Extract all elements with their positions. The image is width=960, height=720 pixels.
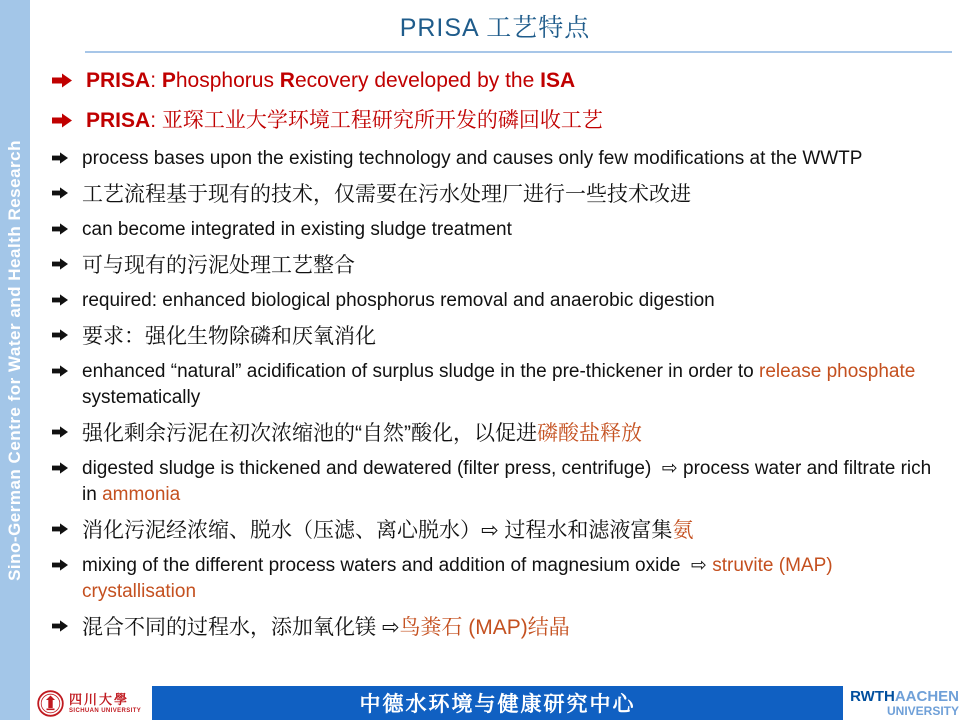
- bullet-item: [52, 614, 940, 641]
- bullet-text: [82, 420, 642, 447]
- bullet-text: [86, 66, 575, 96]
- sichuan-emblem-icon: [37, 690, 64, 717]
- arrow-bullet-icon: [52, 365, 68, 377]
- text-segment: P: [161, 69, 176, 92]
- highlighted-term: 氨: [672, 519, 694, 542]
- text-segment: hosphorus: [175, 69, 280, 92]
- footer-centre-title: 中德水环境与健康研究中心: [152, 686, 843, 720]
- text-segment: ISA: [540, 69, 576, 92]
- arrow-bullet-icon: [52, 620, 68, 632]
- text-segment: systematically: [82, 387, 201, 408]
- highlighted-term: 鸟粪石 (MAP)结晶: [399, 616, 570, 639]
- bullet-item: [52, 181, 940, 208]
- sichuan-en-label: SICHUAN UNIVERSITY: [69, 707, 142, 714]
- text-segment: R: [279, 69, 295, 92]
- text-segment: 消化污泥经浓缩、脱水（压滤、离心脱水）⇨ 过程水和滤液富集: [82, 519, 673, 542]
- bullet-list: [52, 66, 940, 650]
- arrow-bullet-icon: [52, 329, 68, 341]
- text-segment: PRISA: [86, 109, 151, 132]
- arrow-bullet-icon: [52, 426, 68, 438]
- arrow-bullet-icon: [52, 523, 68, 535]
- text-segment: 可与现有的污泥处理工艺整合: [82, 254, 355, 277]
- bullet-item: [52, 420, 940, 447]
- arrow-bullet-icon: [52, 294, 68, 306]
- text-segment: ecovery developed by the: [294, 69, 541, 92]
- page-title: PRISA 工艺特点: [399, 14, 591, 42]
- bullet-item: [52, 323, 940, 350]
- text-segment: digested sludge is thickened and dewatered (filter press, centrifuge) ⇨ process water and filtrate rich in: [82, 458, 932, 505]
- rwth-aachen-logo: [843, 686, 960, 720]
- highlighted-term: struvite (MAP) crystallisation: [82, 555, 833, 602]
- bullet-item: [52, 288, 940, 314]
- bullet-text: [82, 217, 512, 243]
- sidebar-institute-band: [0, 0, 30, 720]
- arrow-bullet-icon: [52, 462, 68, 474]
- text-segment: can become integrated in existing sludge treatment: [82, 219, 512, 240]
- bullet-text: [82, 252, 355, 279]
- rwth-university-label: UNIVERSITY: [886, 704, 959, 718]
- text-segment: enhanced “natural” acidification of surplus sludge in the pre-thickener in order to: [82, 361, 759, 382]
- footer-bar: [30, 686, 960, 720]
- arrow-bullet-icon: [52, 152, 68, 164]
- bullet-item: [52, 146, 940, 172]
- rwth-label: RWTH: [850, 688, 895, 705]
- highlighted-term: ammonia: [102, 484, 181, 505]
- sichuan-university-logo: [30, 686, 152, 720]
- text-segment: PRISA: [86, 69, 151, 92]
- highlighted-term: release phosphate: [759, 361, 916, 382]
- bullet-text: [82, 614, 570, 641]
- highlighted-term: 磷酸盐释放: [537, 422, 642, 445]
- bullet-item: [52, 106, 940, 136]
- bullet-text: [82, 288, 715, 314]
- bullet-item: [52, 517, 940, 544]
- bullet-item: [52, 66, 940, 96]
- sidebar-institute-label: Sino-German Centre for Water and Health Research: [5, 139, 24, 581]
- arrow-bullet-icon: [52, 258, 68, 270]
- text-segment: 混合不同的过程水，添加氧化镁 ⇨: [82, 616, 400, 639]
- bullet-text: [82, 181, 691, 208]
- arrow-bullet-icon: [52, 559, 68, 571]
- bullet-item: [52, 553, 940, 605]
- sichuan-cn-label: 四川大學: [69, 691, 130, 707]
- text-segment: required: enhanced biological phosphorus removal and anaerobic digestion: [82, 290, 715, 311]
- arrow-bullet-icon: [52, 73, 72, 88]
- arrow-bullet-icon: [52, 187, 68, 199]
- title-divider: [85, 51, 952, 53]
- text-segment: :: [150, 69, 162, 92]
- text-segment: 工艺流程基于现有的技术，仅需要在污水处理厂进行一些技术改进: [82, 183, 691, 206]
- text-segment: process bases upon the existing technology and causes only few modifications at the WWTP: [82, 148, 863, 169]
- text-segment: 要求：强化生物除磷和厌氧消化: [82, 325, 376, 348]
- bullet-text: [86, 106, 603, 136]
- bullet-text: [82, 359, 940, 411]
- bullet-text: [82, 517, 693, 544]
- bullet-text: [82, 553, 940, 605]
- bullet-item: [52, 217, 940, 243]
- slide-header: [30, 0, 960, 52]
- bullet-text: [82, 323, 376, 350]
- text-segment: : 亚琛工业大学环境工程研究所开发的磷回收工艺: [150, 109, 603, 132]
- bullet-item: [52, 359, 940, 411]
- bullet-item: [52, 456, 940, 508]
- arrow-bullet-icon: [52, 113, 72, 128]
- bullet-text: [82, 456, 940, 508]
- bullet-text: [82, 146, 862, 172]
- rwth-aachen-label: AACHEN: [894, 688, 959, 705]
- text-segment: mixing of the different process waters and addition of magnesium oxide ⇨: [82, 555, 713, 576]
- text-segment: 强化剩余污泥在初次浓缩池的“自然”酸化，以促进: [82, 422, 537, 445]
- arrow-bullet-icon: [52, 223, 68, 235]
- bullet-item: [52, 252, 940, 279]
